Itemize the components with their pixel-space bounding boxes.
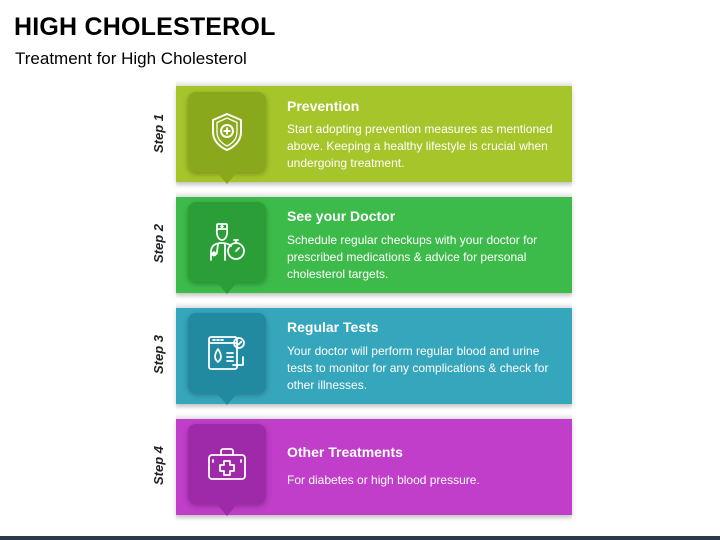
step-1-icon-box [188, 92, 266, 172]
step-4-label: Step 4 [150, 445, 166, 485]
footer-bar [0, 536, 720, 540]
pointer-arrow [215, 502, 239, 516]
step-4-heading: Other Treatments [287, 444, 403, 460]
step-2-label: Step 2 [150, 223, 166, 263]
step-4-body: For diabetes or high blood pressure. [287, 473, 480, 487]
step-1-label: Step 1 [150, 113, 166, 153]
step-label [146, 198, 170, 288]
step-2-heading: See your Doctor [287, 208, 396, 224]
step-label [146, 88, 170, 178]
page-title: HIGH CHOLESTEROL [14, 13, 276, 41]
step-label [146, 420, 170, 510]
step-3-heading: Regular Tests [287, 319, 379, 335]
shield-plus-icon [205, 110, 249, 154]
step-2-icon-box [188, 202, 266, 282]
page-subtitle: Treatment for High Cholesterol [15, 49, 247, 68]
step-4-icon-box [188, 424, 266, 504]
pointer-arrow [215, 170, 239, 184]
step-label [146, 309, 170, 399]
pointer-arrow [215, 391, 239, 405]
step-1-heading: Prevention [287, 98, 360, 114]
lab-report-icon [205, 331, 249, 375]
step-2-body: Schedule regular checkups with your doctor for prescribed medications & advice for personal cholesterol targets. [287, 233, 538, 281]
step-1-body: Start adopting prevention measures as mentioned above. Keeping a healthy lifestyle is crucial when undergoing treatment. [287, 122, 553, 170]
step-3-label: Step 3 [150, 334, 166, 374]
step-3-body: Your doctor will perform regular blood and urine tests to monitor for any complications & check for other illnesses. [287, 344, 549, 392]
medical-kit-icon [205, 442, 249, 486]
pointer-arrow [215, 280, 239, 294]
doctor-stopwatch-icon [205, 220, 249, 264]
step-3-icon-box [188, 313, 266, 393]
